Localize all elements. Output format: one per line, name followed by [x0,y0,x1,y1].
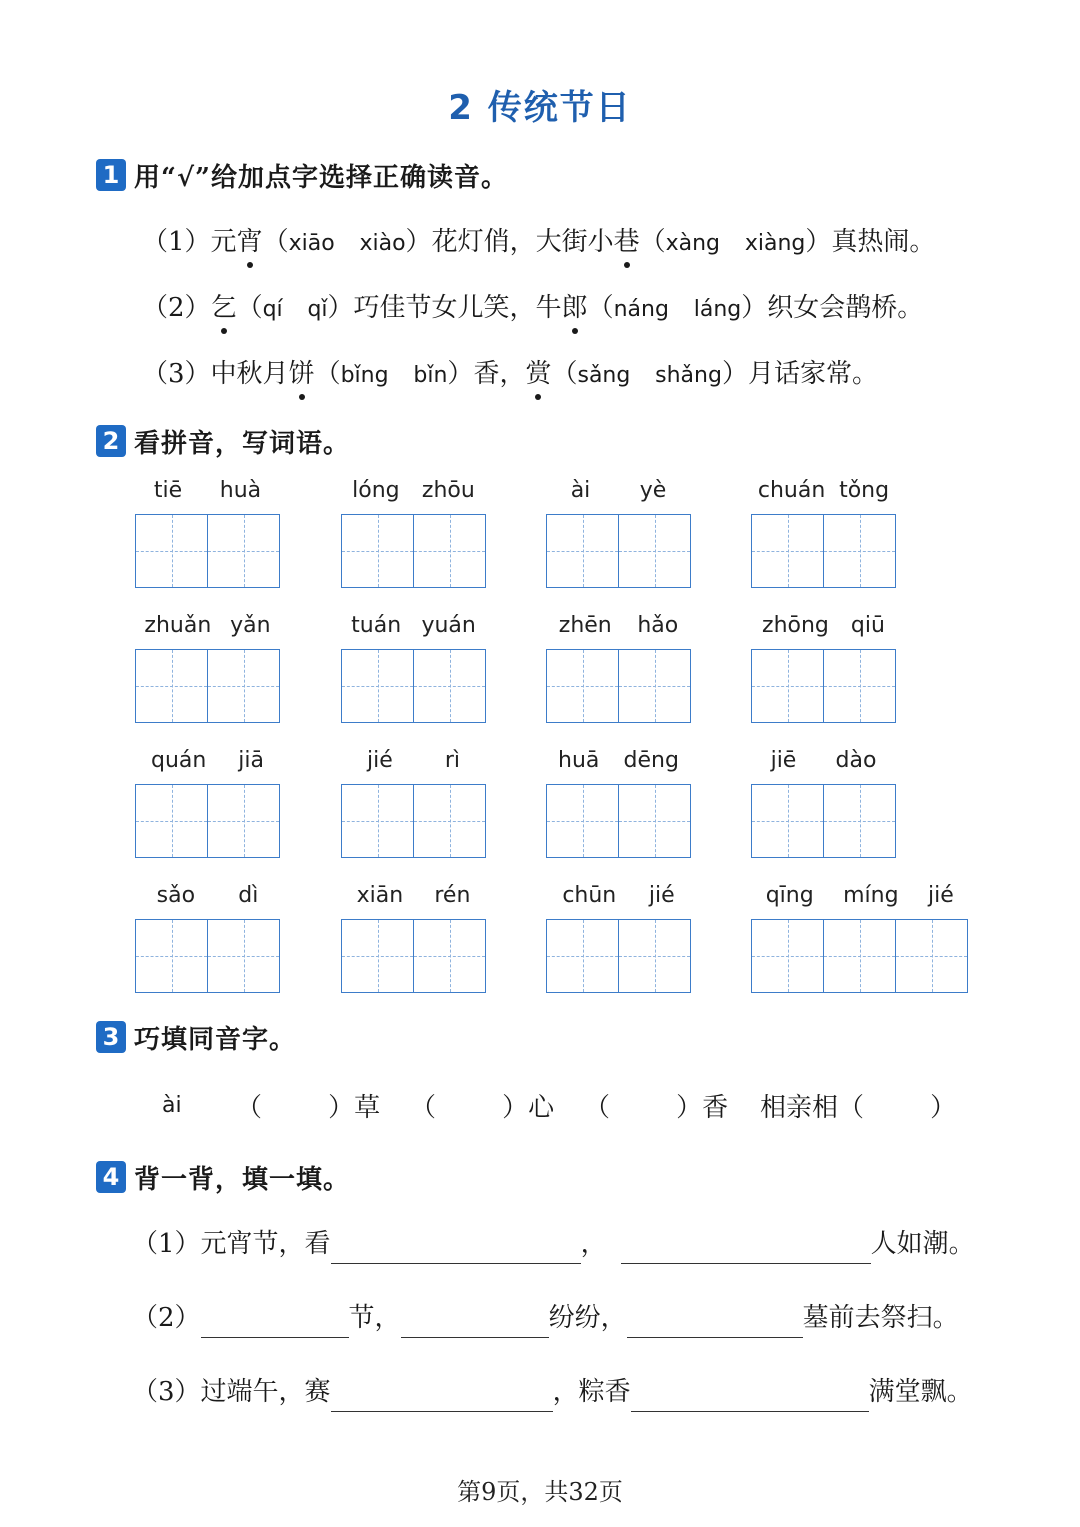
writing-boxes [751,919,968,993]
word-pinyin [546,748,691,778]
pinyin-syllable: tiē [153,478,183,503]
writing-boxes [341,784,486,858]
writing-cell[interactable] [752,650,824,722]
pinyin-option: náng [613,297,669,322]
word-pinyin [546,883,691,913]
section-number-badge: 4 [96,1161,126,1193]
word-pinyin [135,748,280,778]
writing-cell[interactable] [824,920,896,992]
word-pinyin [341,478,486,508]
pinyin-syllable: huā [558,748,600,773]
pinyin-syllable: zhōng [762,613,829,638]
word-pinyin [751,883,969,913]
writing-cell[interactable] [547,920,619,992]
section-1-heading [96,158,508,192]
word-pinyin [135,613,280,643]
dotted-character: 赏 [525,354,551,394]
page-footer: 第9页，共32页 [457,1478,623,1506]
pinyin-syllable: tuán [351,613,402,638]
writing-boxes [341,919,486,993]
word-pinyin [751,478,896,508]
word-pinyin [341,613,486,643]
word-pinyin [751,748,896,778]
writing-cell[interactable] [824,515,895,587]
pinyin-syllable: quán [150,748,207,773]
pinyin-syllable: chuán [757,478,826,503]
pinyin-syllable: dào [835,748,877,773]
writing-boxes [546,649,691,723]
writing-cell[interactable] [752,920,824,992]
pinyin-option: láng [693,297,742,322]
section-instruction: 用“√”给加点字选择正确读音。 [134,162,508,193]
writing-cell[interactable] [896,920,967,992]
writing-cell[interactable] [414,515,485,587]
question-line: （3）中秋月饼（bǐng bǐn）香，赏（sǎng shǎng）月话家常。 [142,354,878,394]
dotted-character: 宵 [237,222,263,262]
writing-cell[interactable] [824,650,895,722]
writing-boxes [135,919,280,993]
pinyin-syllable: jié [367,748,393,773]
writing-cell[interactable] [414,785,485,857]
pinyin-option: xiāo [288,231,335,256]
pinyin-syllable: qiū [850,613,885,638]
page-title: 2 传统节日 [448,88,632,128]
writing-cell[interactable] [619,920,690,992]
word-pinyin [341,748,486,778]
word-pinyin [135,478,280,508]
writing-boxes [135,649,280,723]
section-number-badge: 2 [96,425,126,457]
pinyin-option: xàng [665,231,721,256]
pinyin-option: qí [262,297,283,322]
pinyin-syllable: jiē [770,748,797,773]
writing-boxes [546,784,691,858]
pinyin-syllable: qīng [765,883,814,908]
pinyin-syllable: xiān [356,883,404,908]
dotted-character: 郎 [562,288,588,328]
pinyin-syllable: ài [570,478,591,503]
writing-boxes [546,514,691,588]
writing-cell[interactable] [136,920,208,992]
pinyin-option: xiào [359,231,406,256]
question-line: （2）乞（qí qǐ）巧佳节女儿笑，牛郎（náng láng）织女会鹊桥。 [142,288,923,328]
answer-blank[interactable] [331,1383,553,1412]
writing-boxes [341,514,486,588]
writing-cell[interactable] [824,785,895,857]
answer-blank[interactable] [631,1383,869,1412]
dotted-character: 乞 [211,288,237,328]
writing-cell[interactable] [136,650,208,722]
writing-cell[interactable] [342,650,414,722]
section-3-heading [96,1020,296,1054]
answer-blank[interactable] [621,1235,871,1264]
pinyin-syllable: jiā [238,748,265,773]
section-2-heading [96,424,350,458]
word-pinyin [546,478,691,508]
pinyin-option: xiàng [744,231,806,256]
writing-cell[interactable] [414,650,485,722]
writing-boxes [751,514,896,588]
pinyin-syllable: huà [219,478,262,503]
pinyin-syllable: yè [639,478,667,503]
homophone-blank[interactable]: （ ）心 [410,1093,555,1123]
pinyin-syllable: dēng [623,748,679,773]
section-number-badge: 1 [96,159,126,191]
writing-cell[interactable] [136,785,208,857]
pinyin-syllable: jié [928,883,954,908]
writing-cell[interactable] [547,785,619,857]
fill-line: （2） 节， 纷纷， 墓前去祭扫。 [132,1298,959,1338]
writing-cell[interactable] [342,920,414,992]
pinyin-option: qǐ [307,297,328,322]
writing-cell[interactable] [619,515,690,587]
dotted-character: 饼 [289,354,315,394]
pinyin-option: bǐng [340,363,389,388]
section-number-badge: 3 [96,1021,126,1053]
writing-cell[interactable] [342,515,414,587]
pinyin-syllable: zhuǎn [144,613,212,638]
pinyin-syllable: dì [238,883,259,908]
section-instruction: 背一背，填一填。 [134,1164,351,1195]
pinyin-option: sǎng [577,363,631,388]
fill-line: （1）元宵节，看 ， 人如潮。 [132,1224,975,1264]
pinyin-syllable: lóng [352,478,400,503]
writing-boxes [546,919,691,993]
section-4-heading [96,1160,350,1194]
writing-boxes [135,514,280,588]
pinyin-syllable: rì [444,748,460,773]
answer-blank[interactable] [627,1309,803,1338]
writing-cell[interactable] [752,515,824,587]
writing-cell[interactable] [547,515,619,587]
fill-line: （3）过端午，赛 ，粽香 满堂飘。 [132,1372,973,1412]
pinyin-syllable: jié [648,883,675,908]
writing-cell[interactable] [208,515,279,587]
writing-cell[interactable] [619,785,690,857]
pinyin-syllable: tǒng [839,478,890,503]
pinyin-syllable: chūn [562,883,617,908]
writing-cell[interactable] [752,785,824,857]
homophone-pinyin: ài [162,1093,182,1118]
answer-blank[interactable] [201,1309,349,1338]
word-pinyin [546,613,691,643]
pinyin-syllable: zhēn [558,613,612,638]
writing-boxes [751,649,896,723]
pinyin-syllable: zhōu [421,478,475,503]
writing-cell[interactable] [208,920,279,992]
writing-cell[interactable] [136,515,208,587]
pinyin-syllable: yǎn [230,613,271,638]
writing-cell[interactable] [414,920,485,992]
pinyin-syllable: sǎo [156,883,196,908]
homophone-blank[interactable]: （ ）草 [236,1093,381,1123]
writing-cell[interactable] [342,785,414,857]
word-pinyin [341,883,486,913]
word-pinyin [751,613,896,643]
pinyin-syllable: yuán [421,613,476,638]
writing-boxes [135,784,280,858]
writing-boxes [751,784,896,858]
answer-blank[interactable] [401,1309,549,1338]
question-line: （1）元宵（xiāo xiào）花灯俏，大街小巷（xàng xiàng）真热闹。 [142,222,935,262]
word-pinyin [135,883,280,913]
pinyin-syllable: hǎo [637,613,679,638]
writing-cell[interactable] [208,650,279,722]
pinyin-option: bǐn [413,363,448,388]
writing-cell[interactable] [208,785,279,857]
writing-cell[interactable] [619,650,690,722]
pinyin-syllable: míng [843,883,899,908]
section-instruction: 巧填同音字。 [134,1024,297,1055]
homophone-blank[interactable]: （ ）香 [584,1093,729,1123]
writing-cell[interactable] [547,650,619,722]
dotted-character: 巷 [614,222,640,262]
pinyin-syllable: rén [434,883,471,908]
section-instruction: 看拼音，写词语。 [134,428,351,459]
homophone-blank[interactable]: 相亲相（ ） [760,1093,957,1123]
pinyin-option: shǎng [655,363,722,388]
writing-boxes [341,649,486,723]
answer-blank[interactable] [331,1235,581,1264]
